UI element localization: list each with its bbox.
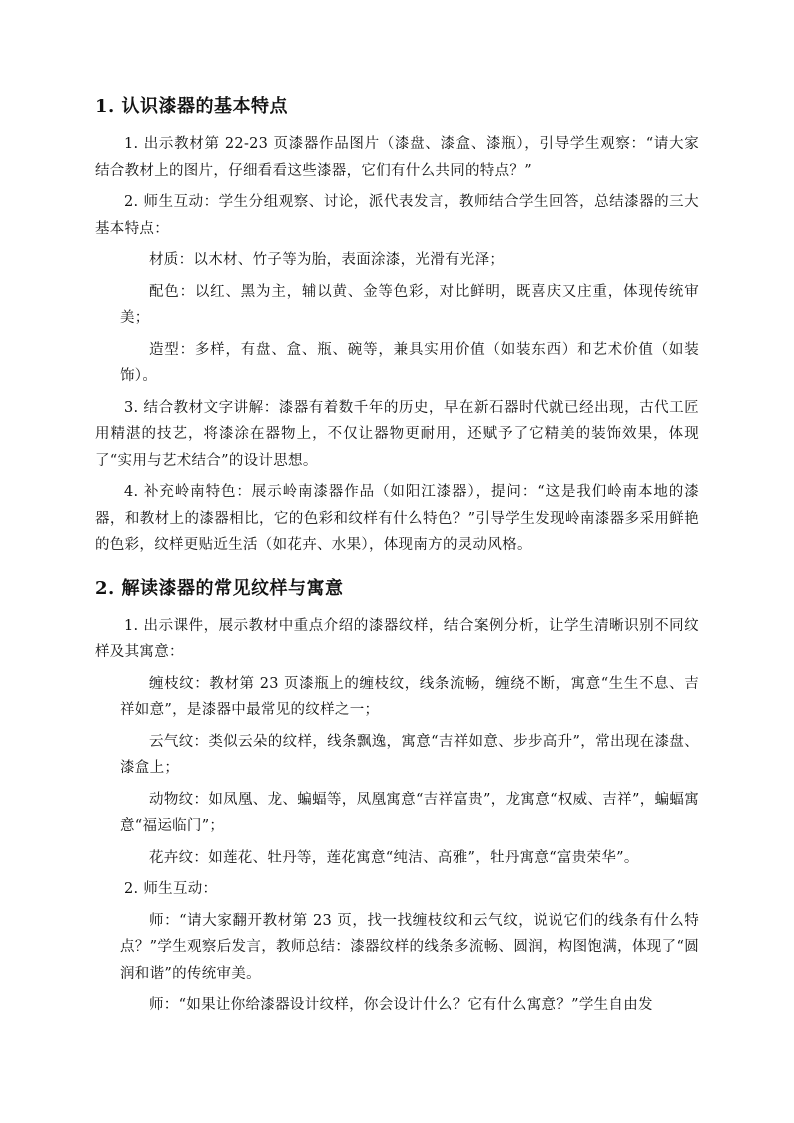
pattern-yunqi: 云气纹：类似云朵的纹样，线条飘逸，寓意“吉祥如意、步步高升”，常出现在漆盘、漆盒上；: [120, 733, 699, 776]
pattern-chanzhi: 缠枝纹：教材第 23 页漆瓶上的缠枝纹，线条流畅，缠绕不断，寓意“生生不息、吉祥如意”，是漆器中最常见的纹样之一；: [120, 675, 699, 718]
document-body: [95, 93, 699, 1024]
paragraph-s2-2: 2. 师生互动：: [124, 881, 218, 897]
paragraph-s1-1: 1. 出示教材第 22-23 页漆器作品图片（漆盘、漆盒、漆瓶），引导学生观察：“请大家结合教材上的图片，仔细看看这些漆器，它们有什么共同的特点？”: [95, 136, 699, 179]
paragraph-s1-3: 3. 结合教材文字讲解：漆器有着数千年的历史，早在新石器时代就已经出现，古代工匠用精湛的技艺，将漆涂在器物上，不仅让器物更耐用，还赋予了它精美的装饰效果，体现了“实用与艺术结合”的设计思想。: [95, 399, 699, 469]
feature-material: 材质：以木材、竹子等为胎，表面涂漆，光滑有光泽；: [149, 252, 505, 268]
feature-shape: 造型：多样，有盘、盒、瓶、碗等，兼具实用价值（如装东西）和艺术价值（如装饰）。: [120, 341, 699, 384]
paragraph-s1-4: 4. 补充岭南特色：展示岭南漆器作品（如阳江漆器），提问：“这是我们岭南本地的漆器，和教材上的漆器相比，它的色彩和纹样有什么特色？”引导学生发现岭南漆器多采用鲜艳的色彩，纹样更贴近生活（如花卉、水果），体现南方的灵动风格。: [95, 484, 699, 553]
section-heading-1: 1. 认识漆器的基本特点: [95, 96, 289, 117]
paragraph-s2-1: 1. 出示课件，展示教材中重点介绍的漆器纹样，结合案例分析，让学生清晰识别不同纹样及其寓意：: [95, 617, 699, 660]
pattern-animal: 动物纹：如凤凰、龙、蝙蝠等，凤凰寓意“吉祥富贵”，龙寓意“权威、吉祥”，蝙蝠寓意“福运临门”；: [120, 791, 699, 834]
feature-color: 配色：以红、黑为主，辅以黄、金等色彩，对比鲜明，既喜庆又庄重，体现传统审美；: [120, 283, 699, 326]
pattern-flower: 花卉纹：如莲花、牡丹等，莲花寓意“纯洁、高雅”，牡丹寓意“富贵荣华”。: [149, 849, 639, 866]
section-heading-2: 2. 解读漆器的常见纹样与寓意: [95, 577, 344, 599]
paragraph-s1-2: 2. 师生互动：学生分组观察、讨论，派代表发言，教师结合学生回答，总结漆器的三大基本特点：: [95, 194, 699, 237]
teacher-question-2: 师：“如果让你给漆器设计纹样，你会设计什么？它有什么寓意？”学生自由发: [149, 997, 653, 1013]
teacher-question-1: 师：“请大家翻开教材第 23 页，找一找缠枝纹和云气纹，说说它们的线条有什么特点？”学生观察后发言，教师总结：漆器纹样的线条多流畅、圆润，构图饱满，体现了“圆润和谐”的传统审美。: [120, 912, 699, 982]
